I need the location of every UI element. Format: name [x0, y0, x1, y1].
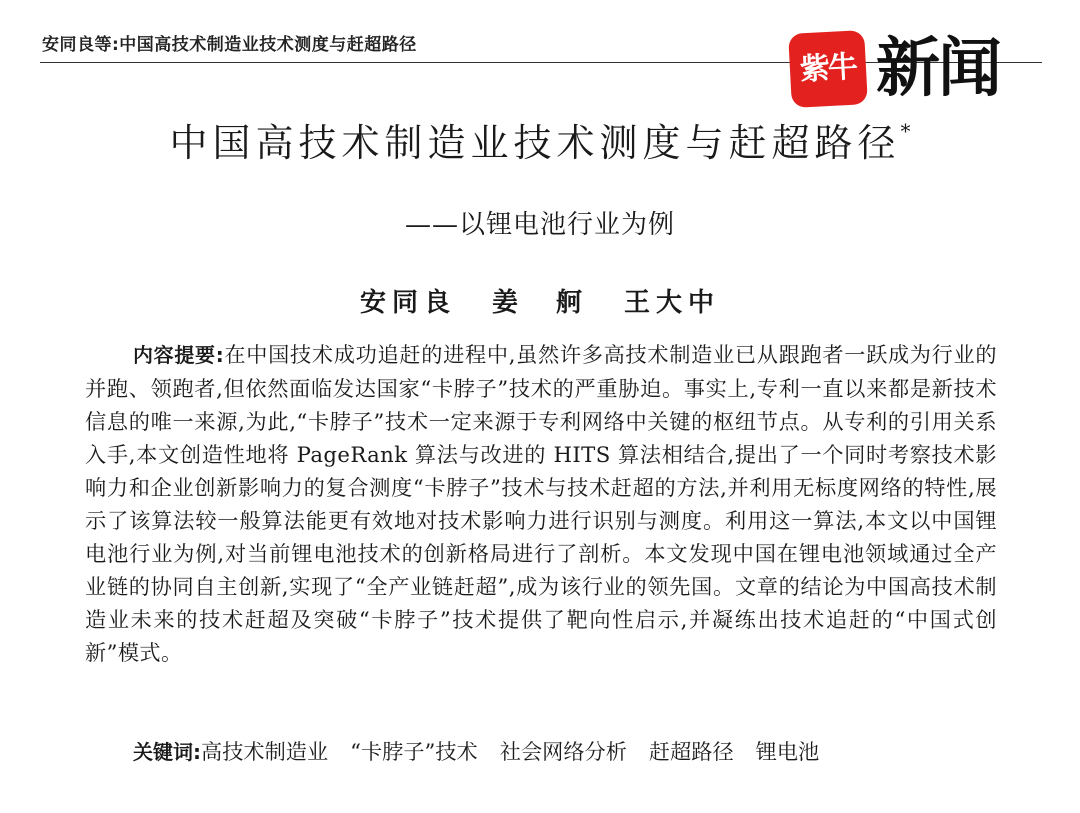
abstract-text: 在中国技术成功追赶的进程中,虽然许多高技术制造业已从跟跑者一跃成为行业的并跑、领跑者,但依然面临发达国家“卡脖子”技术的严重胁迫。事实上,专利一直以来都是新技术信息的唯一来源,为此,“卡脖子”技术一定来源于专利网络中关键的枢纽节点。从专利的引用关系入手,本文创造性地将 PageRank 算法与改进的 HITS 算法相结合,提出了一个同时考察技术影响力和企业创新影响力的复合测度“卡脖子”技术与技术赶超的方法,并利用无标度网络的特性,展示了该算法较一般算法能更有效地对技术影响力进行识别与测度。利用这一算法,本文以中国锂电池行业为例,对当前锂电池技术的创新格局进行了剖析。本文发现中国在锂电池领域通过全产业链的协同自主创新,实现了“全产业链赶超”,成为该行业的领先国。文章的结论为中国高技术制造业未来的技术赶超及突破“卡脖子”技术提供了靶向性启示,并凝练出技术追赶的“中国式创新”模式。 — [85, 342, 998, 665]
title-text: 中国高技术制造业技术测度与赶超路径 — [169, 121, 901, 165]
author-3: 王大中 — [624, 288, 721, 318]
authors — [0, 282, 1080, 319]
title-footnote-mark: * — [900, 119, 911, 143]
running-header: 安同良等:中国高技术制造业技术测度与赶超路径 — [42, 35, 417, 55]
keyword-5: 锂电池 — [755, 739, 820, 764]
keyword-2: “卡脖子”技术 — [350, 739, 478, 764]
logo-text: 新闻 — [876, 31, 1000, 106]
keywords — [133, 736, 841, 766]
keyword-1: 高技术制造业 — [201, 739, 329, 764]
keyword-3: 社会网络分析 — [499, 739, 627, 764]
paper-title — [0, 112, 1080, 167]
logo-badge: 紫牛 — [788, 30, 868, 108]
logo — [790, 28, 1030, 110]
keyword-4: 赶超路径 — [648, 739, 734, 764]
keywords-label: 关键词: — [133, 740, 201, 764]
author-1: 安同良 — [359, 288, 456, 318]
paper-subtitle: ——以锂电池行业为例 — [404, 210, 675, 240]
author-2: 姜 舸 — [491, 288, 588, 318]
abstract — [85, 338, 997, 669]
abstract-label: 内容提要: — [133, 343, 225, 367]
